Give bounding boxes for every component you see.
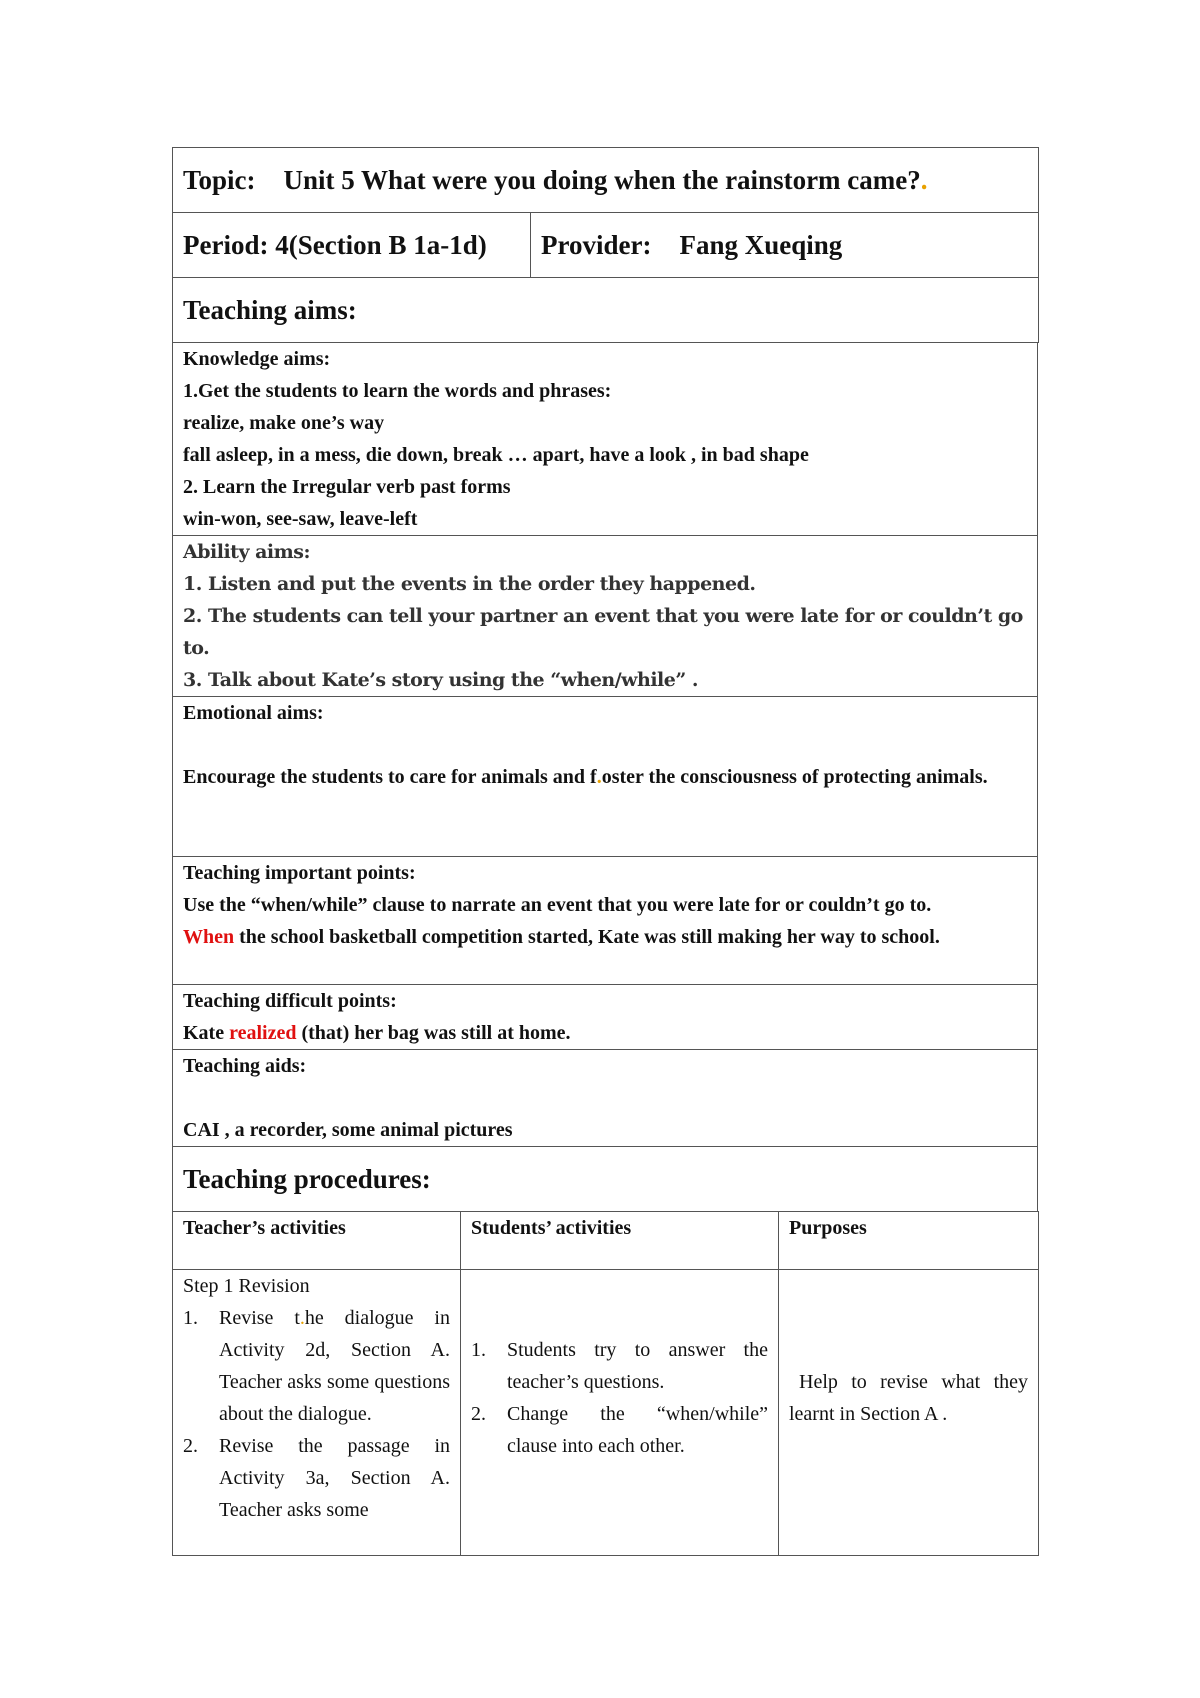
list-number: 2.	[183, 1435, 198, 1457]
lesson-plan-document	[172, 147, 1038, 1556]
ability-aims-heading: Ability aims:	[183, 541, 310, 563]
teacher-activities-cell	[173, 1270, 461, 1556]
list-item	[471, 1398, 768, 1462]
topic-value: Unit 5 What were you doing when the rainstorm came?	[283, 165, 921, 195]
emotional-text-part: Encourage the students to care for animals and f	[183, 766, 597, 788]
example-text: the school basketball competition started, Kate was still making her way to school.	[234, 926, 940, 948]
list-item	[183, 1302, 450, 1430]
ability-aims-line: 3. Talk about Kate’s story using the “when/while” .	[183, 669, 699, 691]
provider-cell	[531, 213, 1039, 278]
topic-label: Topic:	[183, 165, 256, 195]
emotional-text-mark: .	[596, 766, 602, 788]
emotional-text-part: oster the consciousness of protecting animals.	[601, 766, 988, 788]
procedures-heading: Teaching procedures:	[183, 1164, 431, 1194]
teaching-aims-heading	[173, 278, 1039, 343]
period-cell	[173, 213, 531, 278]
knowledge-aims-line: 2. Learn the Irregular verb past forms	[183, 476, 511, 498]
important-points-heading: Teaching important points:	[183, 862, 416, 884]
difficult-points-line	[183, 1017, 1027, 1049]
period-label: Period: 4(Section B 1a-1d)	[183, 230, 487, 260]
purpose-text: Help to revise what they learnt in Section A .	[789, 1371, 1028, 1425]
important-points-example	[183, 921, 1027, 953]
difficult-points-cell	[173, 985, 1038, 1050]
emotional-aims-text	[183, 761, 1027, 793]
student-activity-list	[471, 1334, 768, 1462]
highlight-word: realized	[229, 1022, 297, 1044]
column-header: Teacher’s activities	[173, 1212, 461, 1270]
list-number: 1.	[471, 1339, 486, 1361]
important-points-line: Use the “when/while” clause to narrate an event that you were late for or couldn’t go to.	[183, 894, 932, 916]
list-text: Revise the passage in Activity 3a, Section A. Teacher asks some	[219, 1435, 450, 1521]
teaching-aims-title: Teaching aims:	[183, 295, 357, 325]
ability-aims-line: 1. Listen and put the events in the order they happened.	[183, 573, 756, 595]
list-text-part: Revise t	[219, 1307, 300, 1329]
list-text-mark: .	[299, 1307, 305, 1329]
step-title: Step 1 Revision	[183, 1275, 310, 1297]
aims-table	[172, 342, 1038, 1212]
topic-cell	[173, 148, 1039, 213]
knowledge-aims-heading: Knowledge aims:	[183, 348, 331, 370]
list-text: Change the “when/while” clause into each other.	[507, 1403, 768, 1457]
ability-aims-cell	[173, 536, 1038, 697]
header-table	[172, 147, 1039, 343]
emotional-aims-cell	[173, 697, 1038, 857]
column-header: Purposes	[779, 1212, 1039, 1270]
list-number: 1.	[183, 1307, 198, 1329]
teaching-aids-cell	[173, 1050, 1038, 1147]
difficult-text: Kate	[183, 1022, 230, 1044]
knowledge-aims-line: win-won, see-saw, leave-left	[183, 508, 418, 530]
emotional-aims-heading: Emotional aims:	[183, 702, 324, 724]
procedures-heading-cell	[173, 1147, 1038, 1212]
knowledge-aims-line: fall asleep, in a mess, die down, break … apart, have a look , in bad shape	[183, 444, 809, 466]
column-header: Students’ activities	[461, 1212, 779, 1270]
purposes-cell	[779, 1270, 1039, 1556]
difficult-text: (that) her bag was still at home.	[296, 1022, 571, 1044]
procedures-table	[172, 1211, 1039, 1556]
knowledge-aims-line: realize, make one’s way	[183, 412, 385, 434]
teacher-activity-list	[183, 1302, 450, 1526]
provider-value: Fang Xueqing	[679, 230, 843, 260]
student-activities-cell	[461, 1270, 779, 1556]
important-points-cell	[173, 857, 1038, 985]
list-number: 2.	[471, 1403, 486, 1425]
teaching-aids-text: CAI , a recorder, some animal pictures	[183, 1119, 513, 1141]
provider-label: Provider:	[541, 230, 652, 260]
list-item	[183, 1430, 450, 1526]
topic-mark: .	[920, 165, 928, 195]
list-text: Students try to answer the teacher’s questions.	[507, 1339, 768, 1393]
list-item	[471, 1334, 768, 1398]
ability-aims-line: 2. The students can tell your partner an event that you were late for or couldn’t go to.	[183, 605, 1023, 659]
knowledge-aims-cell	[173, 343, 1038, 536]
list-text-part: he dialogue in Activity 2d, Section A. Teacher asks some questions about the dialogue.	[219, 1307, 450, 1425]
teaching-aids-heading: Teaching aids:	[183, 1055, 307, 1077]
highlight-word: When	[183, 926, 235, 948]
list-text	[219, 1302, 450, 1430]
knowledge-aims-line: 1.Get the students to learn the words and phrases:	[183, 380, 612, 402]
difficult-points-heading: Teaching difficult points:	[183, 990, 397, 1012]
